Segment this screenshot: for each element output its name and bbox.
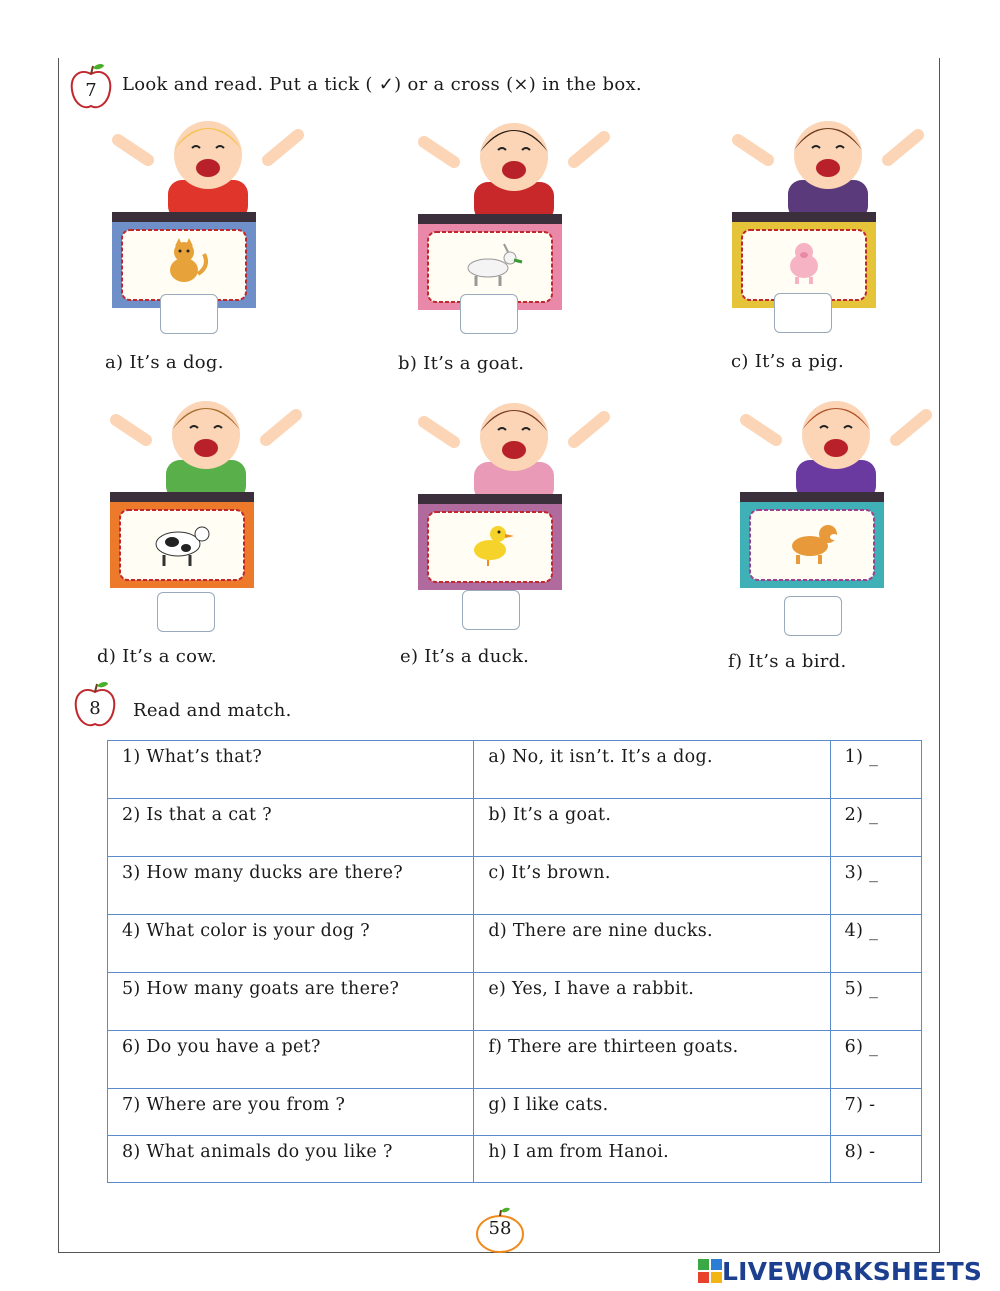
item-caption: c) It’s a pig. [731, 351, 845, 372]
answer-cell: d) There are nine ducks. [474, 915, 830, 973]
answer-cell: b) It’s a goat. [474, 799, 830, 857]
match-input-cell[interactable]: 6) _ [830, 1031, 921, 1089]
answer-cell: h) I am from Hanoi. [474, 1136, 830, 1183]
table-row [108, 799, 922, 857]
answer-checkbox[interactable] [460, 294, 518, 334]
matching-table [107, 740, 922, 1183]
child-illustration [424, 403, 604, 502]
exercise-instruction: Look and read. Put a tick ( ✓) or a cross (×) in the box. [122, 74, 642, 95]
match-input-cell[interactable]: 4) _ [830, 915, 921, 973]
answer-checkbox[interactable] [774, 293, 832, 333]
brand-name: LIVEWORKSHEETS [722, 1256, 983, 1286]
apple-number-badge [70, 680, 120, 730]
question-cell: 8) What animals do you like ? [108, 1136, 474, 1183]
kid-sign-card [106, 390, 346, 630]
sign-board [740, 492, 884, 588]
kid-sign-card [736, 390, 976, 630]
table-row [108, 1089, 922, 1136]
match-input-cell[interactable]: 1) _ [830, 741, 921, 799]
item-caption: f) It’s a bird. [728, 651, 847, 672]
answer-checkbox[interactable] [160, 294, 218, 334]
question-cell: 6) Do you have a pet? [108, 1031, 474, 1089]
brand-logo [698, 1257, 982, 1285]
table-row [108, 741, 922, 799]
answer-cell: c) It’s brown. [474, 857, 830, 915]
answer-cell: e) Yes, I have a rabbit. [474, 973, 830, 1031]
liveworksheets-logo-icon [698, 1259, 722, 1283]
table-row [108, 1031, 922, 1089]
exercise-number: 8 [89, 698, 101, 719]
table-row [108, 1136, 922, 1183]
kid-sign-card [728, 110, 968, 350]
answer-checkbox[interactable] [462, 590, 520, 630]
child-illustration [746, 401, 926, 500]
match-input-cell[interactable]: 5) _ [830, 973, 921, 1031]
exercise-instruction: Read and match. [133, 700, 292, 721]
answer-checkbox[interactable] [157, 592, 215, 632]
answer-checkbox[interactable] [784, 596, 842, 636]
kid-sign-card [414, 392, 654, 632]
kid-sign-card [108, 110, 348, 350]
match-input-cell[interactable]: 2) _ [830, 799, 921, 857]
question-cell: 1) What’s that? [108, 741, 474, 799]
child-illustration [118, 121, 298, 220]
kid-sign-card [414, 112, 654, 352]
question-cell: 5) How many goats are there? [108, 973, 474, 1031]
exercise-number: 7 [85, 80, 97, 101]
match-input-cell[interactable]: 8) - [830, 1136, 921, 1183]
item-caption: d) It’s a cow. [97, 646, 217, 667]
sign-board [418, 494, 562, 590]
match-input-cell[interactable]: 7) - [830, 1089, 921, 1136]
child-illustration [738, 121, 918, 220]
sign-board [110, 492, 254, 588]
item-caption: b) It’s a goat. [398, 353, 525, 374]
question-cell: 2) Is that a cat ? [108, 799, 474, 857]
table-row [108, 915, 922, 973]
answer-cell: a) No, it isn’t. It’s a dog. [474, 741, 830, 799]
apple-number-badge [66, 62, 116, 112]
question-cell: 4) What color is your dog ? [108, 915, 474, 973]
answer-cell: g) I like cats. [474, 1089, 830, 1136]
item-caption: e) It’s a duck. [400, 646, 530, 667]
question-cell: 7) Where are you from ? [108, 1089, 474, 1136]
match-input-cell[interactable]: 3) _ [830, 857, 921, 915]
item-caption: a) It’s a dog. [105, 352, 224, 373]
child-illustration [116, 401, 296, 500]
question-cell: 3) How many ducks are there? [108, 857, 474, 915]
answer-cell: f) There are thirteen goats. [474, 1031, 830, 1089]
table-row [108, 973, 922, 1031]
child-illustration [424, 123, 604, 222]
page-number-badge [474, 1206, 526, 1254]
page-number: 58 [488, 1218, 512, 1239]
table-row [108, 857, 922, 915]
